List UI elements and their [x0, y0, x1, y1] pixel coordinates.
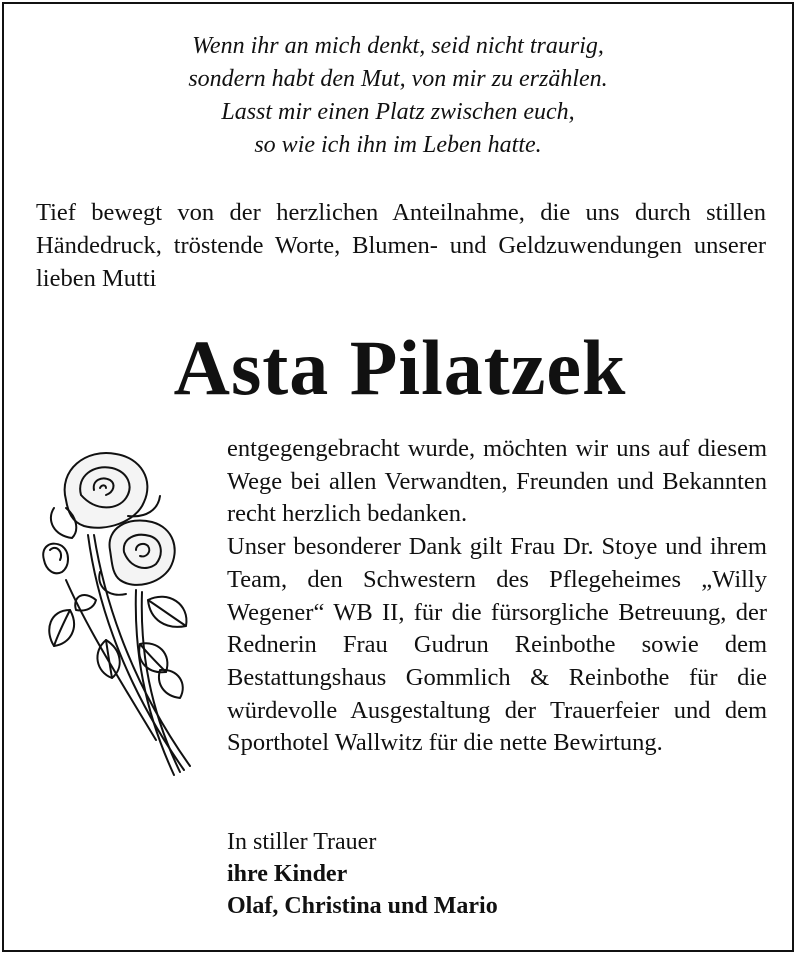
- closing-line: In stiller Trauer: [227, 829, 377, 855]
- body-paragraph-special-thanks: Unser besonderer Dank gilt Frau Dr. Stoye und ihrem Team, den Schwestern des Pflegeheimes „Willy Wegener“ WB II, für die fürsorgliche Betreuung, der Rednerin Frau Gudrun Reinbothe sowie dem Bestattungshaus Gommlich & Reinbothe für die würdevolle Ausgestaltung der Trauerfeier und dem Sporthotel Wallwitz für die nette Bewirtung.: [227, 533, 767, 757]
- deceased-name: Asta Pilatzek: [173, 324, 627, 411]
- poem-line: Wenn ihr an mich denkt, seid nicht traurig,: [192, 33, 604, 59]
- closing: [227, 826, 767, 922]
- poem-line: Lasst mir einen Platz zwischen euch,: [221, 99, 575, 125]
- poem-line: sondern habt den Mut, von mir zu erzählen.: [188, 66, 608, 92]
- closing-names: Olaf, Christina und Mario: [227, 893, 498, 919]
- body-text: [227, 433, 767, 760]
- closing-signature: ihre Kinder: [227, 861, 348, 887]
- poem-line: so wie ich ihn im Leben hatte.: [254, 132, 542, 158]
- intro-text: Tief bewegt von der herzlichen Anteilnahme, die uns durch stillen Händedruck, tröstende Worte, Blumen- und Geldzuwendungen unserer lieben Mutti: [36, 199, 766, 292]
- poem: [0, 30, 796, 162]
- rose-icon: [36, 440, 206, 790]
- body-paragraph-thanks: entgegengebracht wurde, möchten wir uns auf diesem Wege bei allen Verwandten, Freunden und Bekannten recht herzlich bedanken.: [227, 435, 767, 528]
